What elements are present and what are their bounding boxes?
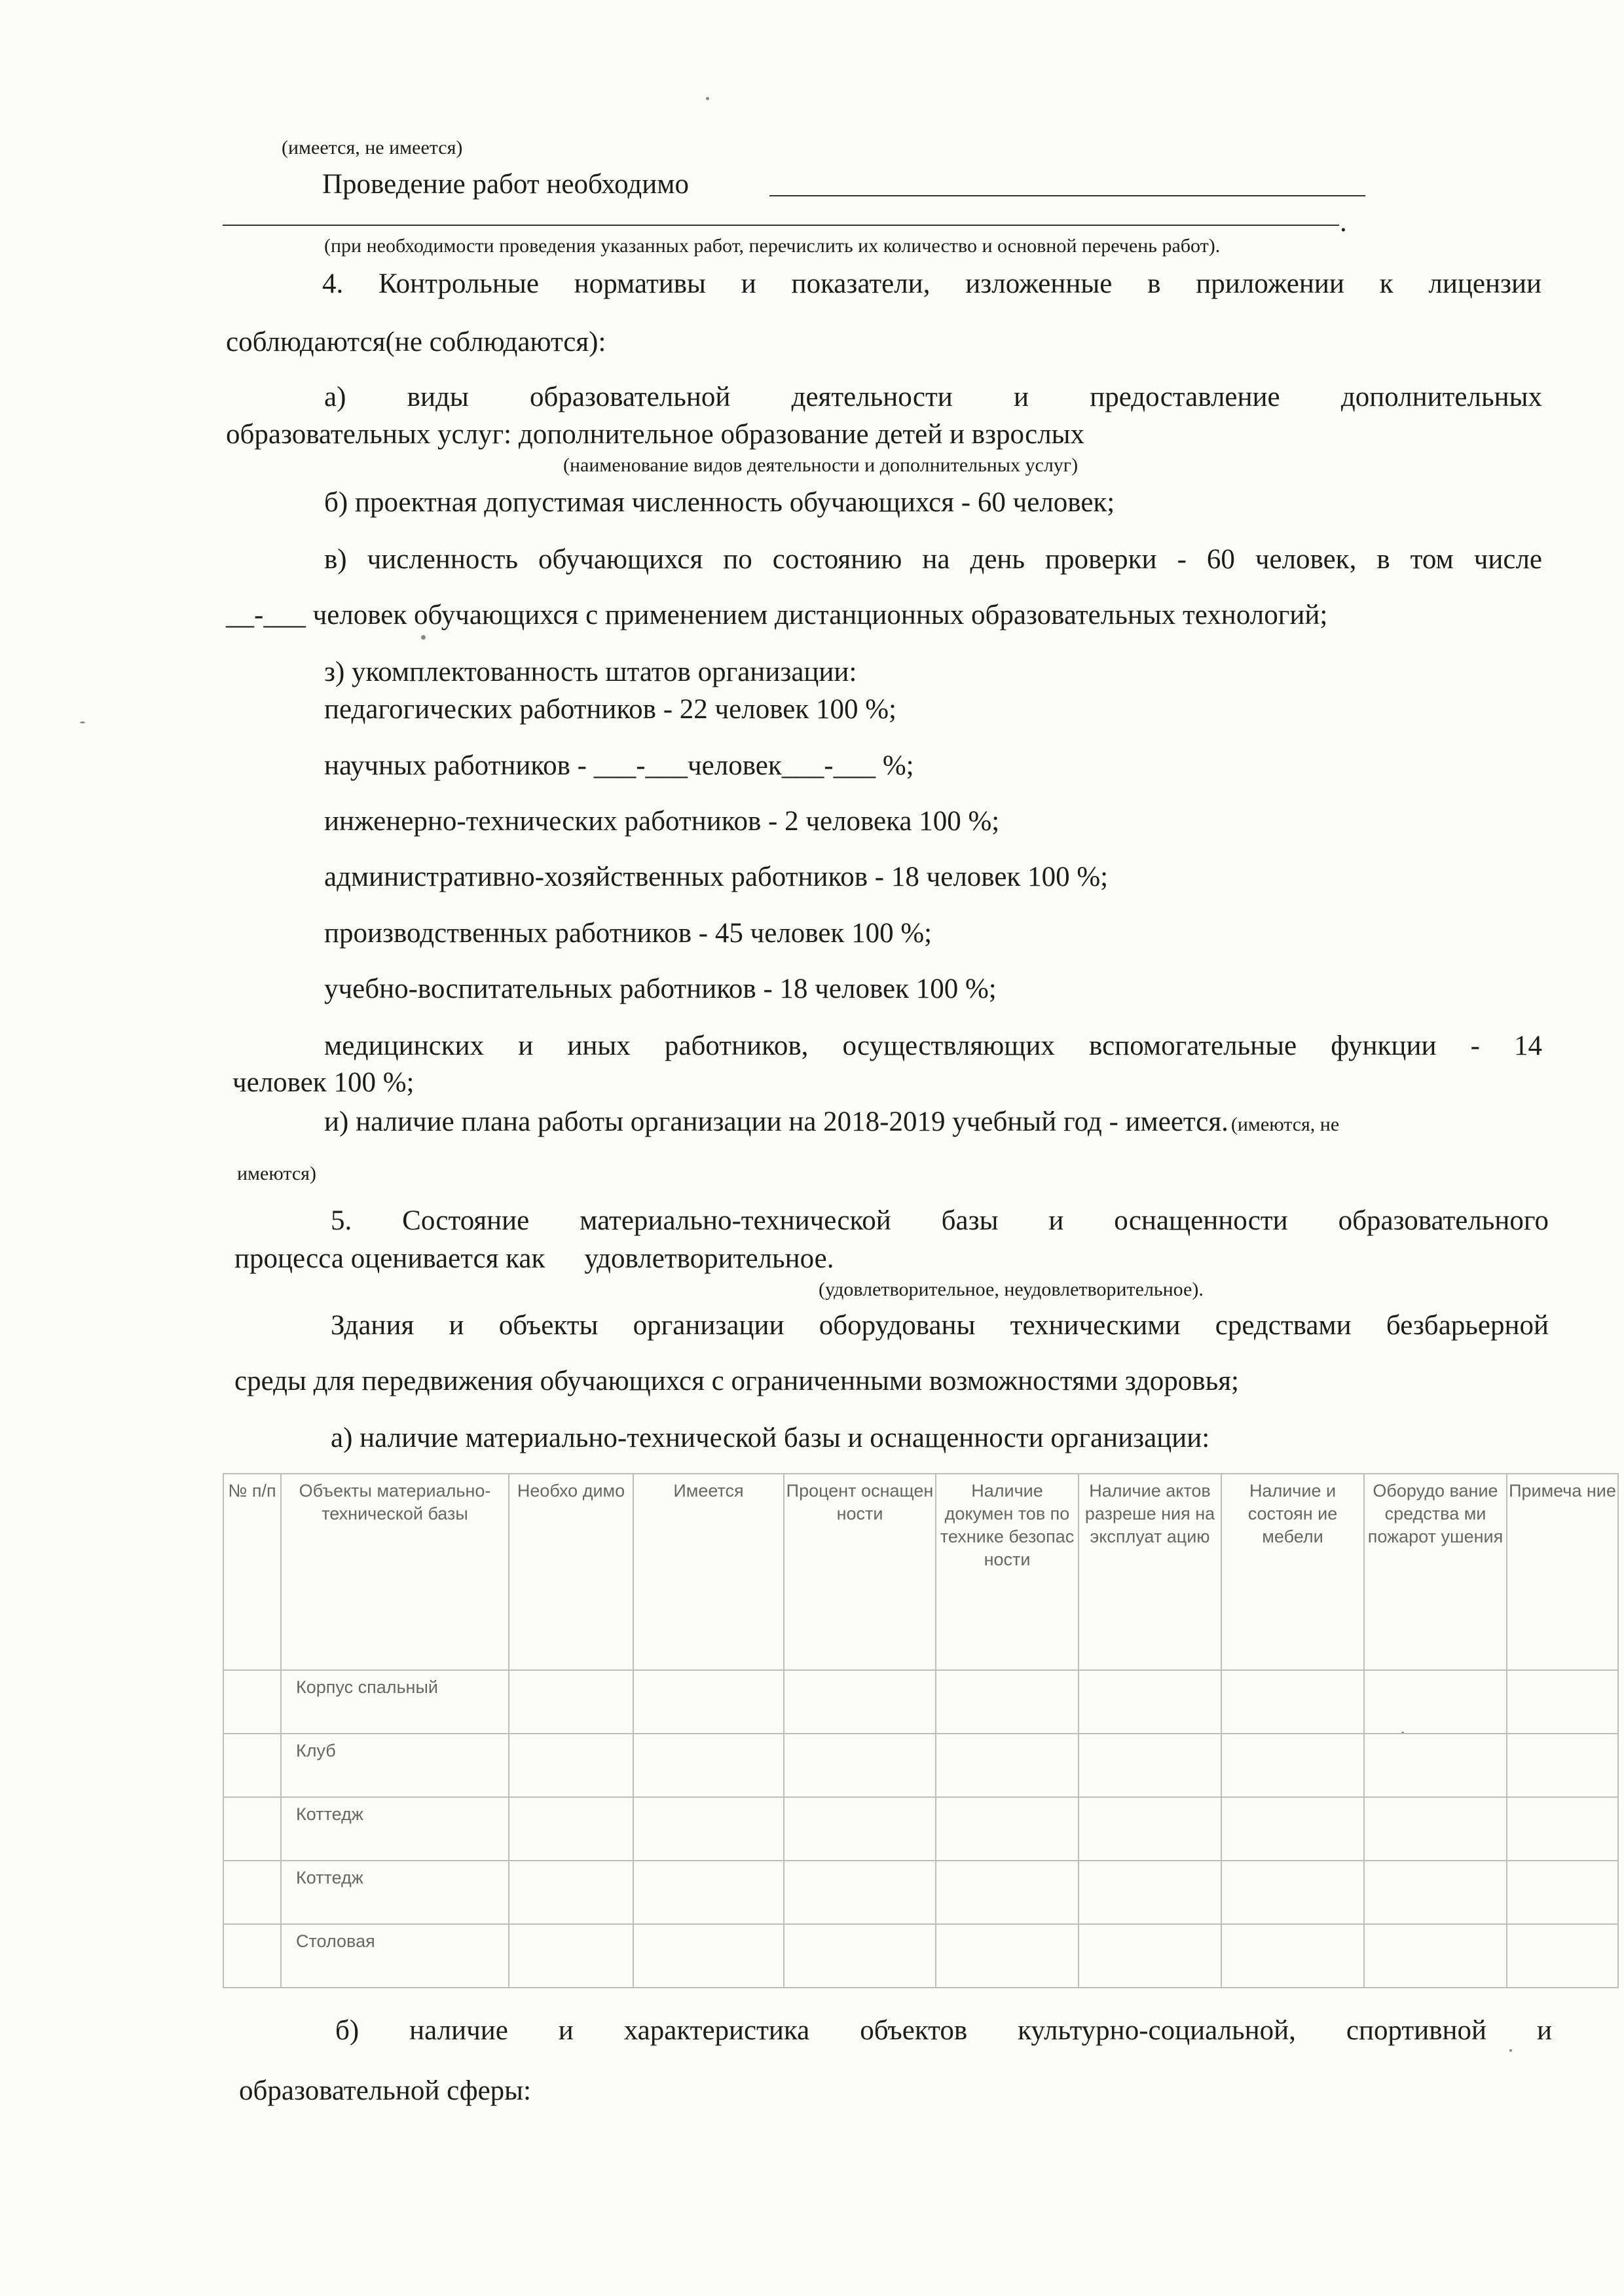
cell-object-name: Столовая xyxy=(281,1924,509,1988)
cell xyxy=(784,1861,936,1924)
cell xyxy=(1364,1924,1507,1988)
availability-note: (имеется, не имеется) xyxy=(282,137,463,158)
medical-line2: человек 100 %; xyxy=(232,1067,415,1098)
scan-speck xyxy=(80,721,85,723)
period: . xyxy=(1340,207,1347,238)
cell xyxy=(1221,1734,1364,1797)
col-header-number: № п/п xyxy=(223,1474,281,1670)
cell xyxy=(1221,1861,1364,1924)
col-header-available: Имеется xyxy=(633,1474,784,1670)
item-i xyxy=(324,1108,1339,1136)
cell xyxy=(1507,1670,1618,1734)
cell xyxy=(936,1670,1079,1734)
cell xyxy=(633,1670,784,1734)
cell xyxy=(1079,1797,1221,1861)
scan-speck xyxy=(421,635,426,640)
item-b: б) проектная допустимая численность обучающихся - 60 человек; xyxy=(324,487,1115,518)
cell xyxy=(1079,1734,1221,1797)
cell xyxy=(784,1797,936,1861)
section5-label: процесса оценивается как xyxy=(234,1243,545,1274)
cell xyxy=(509,1797,633,1861)
staff-item: педагогических работников - 22 человек 100 %; xyxy=(324,694,896,725)
section5-line1: 5. Состояние материально-технической базы и оснащенности образовательного xyxy=(331,1205,1549,1236)
cell xyxy=(784,1670,936,1734)
cell-number xyxy=(223,1670,281,1734)
buildings-line1: Здания и объекты организации оборудованы техническими средствами безбарьерной xyxy=(331,1310,1549,1341)
cell xyxy=(784,1734,936,1797)
cell-number xyxy=(223,1861,281,1924)
cell xyxy=(1079,1670,1221,1734)
table-row xyxy=(223,1797,1618,1861)
item-v-line1: в) численность обучающихся по состоянию на день проверки - 60 человек, в том числе xyxy=(324,544,1542,575)
condition-note: (удовлетворительное, неудовлетворительное). xyxy=(819,1279,1204,1300)
item-a-note: (наименование видов деятельности и дополнительных услуг) xyxy=(563,454,1079,476)
staff-item: производственных работников - 45 человек 100 %; xyxy=(324,918,932,949)
cell xyxy=(1364,1734,1507,1797)
col-header-safety-docs: Наличие докумен тов по технике безопас ности xyxy=(936,1474,1079,1670)
cell xyxy=(1221,1797,1364,1861)
cell xyxy=(509,1670,633,1734)
table-row xyxy=(223,1734,1618,1797)
cell-object-name: Корпус спальный xyxy=(281,1670,509,1734)
col-header-notes: Примеча ние xyxy=(1507,1474,1618,1670)
col-header-operation-permits: Наличие актов разреше ния на эксплуат ацию xyxy=(1079,1474,1221,1670)
cell xyxy=(633,1861,784,1924)
works-label: Проведение работ необходимо xyxy=(322,169,689,200)
cell xyxy=(509,1924,633,1988)
cell xyxy=(936,1734,1079,1797)
item-v-line2: __-___ человек обучающихся с применением дистанционных образовательных технологий; xyxy=(226,600,1328,630)
cell-object-name: Коттедж xyxy=(281,1861,509,1924)
cell xyxy=(936,1924,1079,1988)
medical-line1: медицинских и иных работников, осуществляющих вспомогательные функции - 14 xyxy=(324,1030,1542,1061)
item-a-line2: образовательных услуг: дополнительное образование детей и взрослых xyxy=(226,419,1085,450)
section-b-line2: образовательной сферы: xyxy=(239,2075,532,2106)
col-header-objects: Объекты материально-технической базы xyxy=(281,1474,509,1670)
col-header-fire-equipment: Оборудо вание средства ми пожарот ушения xyxy=(1364,1474,1507,1670)
staff-item: административно-хозяйственных работников - 18 человек 100 %; xyxy=(324,862,1109,892)
cell xyxy=(1221,1924,1364,1988)
staff-item: учебно-воспитательных работников - 18 человек 100 %; xyxy=(324,974,997,1004)
cell-object-name: Клуб xyxy=(281,1734,509,1797)
cell xyxy=(509,1734,633,1797)
cell xyxy=(936,1797,1079,1861)
works-note: (при необходимости проведения указанных работ, перечислить их количество и основной перечень работ). xyxy=(324,235,1221,257)
condition-value: удовлетворительное. xyxy=(584,1243,834,1274)
table-row xyxy=(223,1861,1618,1924)
cell-object-name: Коттедж xyxy=(281,1797,509,1861)
cell xyxy=(509,1861,633,1924)
cell xyxy=(1079,1924,1221,1988)
item-i-note-2: имеются) xyxy=(237,1163,316,1184)
cell xyxy=(1507,1924,1618,1988)
section4-line2: соблюдаются(не соблюдаются): xyxy=(226,327,606,357)
cell xyxy=(784,1924,936,1988)
cell xyxy=(1507,1797,1618,1861)
col-header-required: Необхо димо xyxy=(509,1474,633,1670)
section5-line2 xyxy=(234,1245,834,1273)
cell xyxy=(633,1734,784,1797)
cell xyxy=(1364,1797,1507,1861)
cell xyxy=(633,1924,784,1988)
section4-line1: 4. Контрольные нормативы и показатели, изложенные в приложении к лицензии xyxy=(322,268,1541,299)
cell-number xyxy=(223,1734,281,1797)
table-title: а) наличие материально-технической базы и оснащенности организации: xyxy=(331,1423,1210,1453)
cell-number xyxy=(223,1924,281,1988)
material-base-table xyxy=(223,1473,1619,1988)
item-z-title: з) укомплектованность штатов организации: xyxy=(324,657,857,687)
works-underline-2 xyxy=(223,225,1339,226)
col-header-equipment-percent: Процент оснащен ности xyxy=(784,1474,936,1670)
staff-item: научных работников - ___-___человек___-___ %; xyxy=(324,750,914,781)
col-header-furniture: Наличие и состоян ие мебели xyxy=(1221,1474,1364,1670)
cell-number xyxy=(223,1797,281,1861)
cell xyxy=(1221,1670,1364,1734)
works-underline xyxy=(769,195,1365,196)
cell xyxy=(1364,1861,1507,1924)
scan-speck xyxy=(706,97,709,100)
table-row xyxy=(223,1670,1618,1734)
cell xyxy=(1507,1734,1618,1797)
buildings-line2: среды для передвижения обучающихся с ограниченными возможностями здоровья; xyxy=(234,1366,1239,1396)
item-i-main: и) наличие плана работы организации на 2018-2019 учебный год - имеется. xyxy=(324,1106,1228,1137)
cell xyxy=(936,1861,1079,1924)
section-b-line1: б) наличие и характеристика объектов культурно-социальной, спортивной и xyxy=(335,2015,1552,2046)
item-a-line1: а) виды образовательной деятельности и предоставление дополнительных xyxy=(324,382,1542,412)
scan-speck xyxy=(1509,2049,1512,2052)
table-header-row xyxy=(223,1474,1618,1670)
cell xyxy=(1364,1670,1507,1734)
table-row xyxy=(223,1924,1618,1988)
cell xyxy=(1079,1861,1221,1924)
item-i-note: (имеются, не xyxy=(1230,1114,1340,1135)
cell xyxy=(633,1797,784,1861)
cell xyxy=(1507,1861,1618,1924)
staff-item: инженерно-технических работников - 2 человека 100 %; xyxy=(324,806,1000,837)
